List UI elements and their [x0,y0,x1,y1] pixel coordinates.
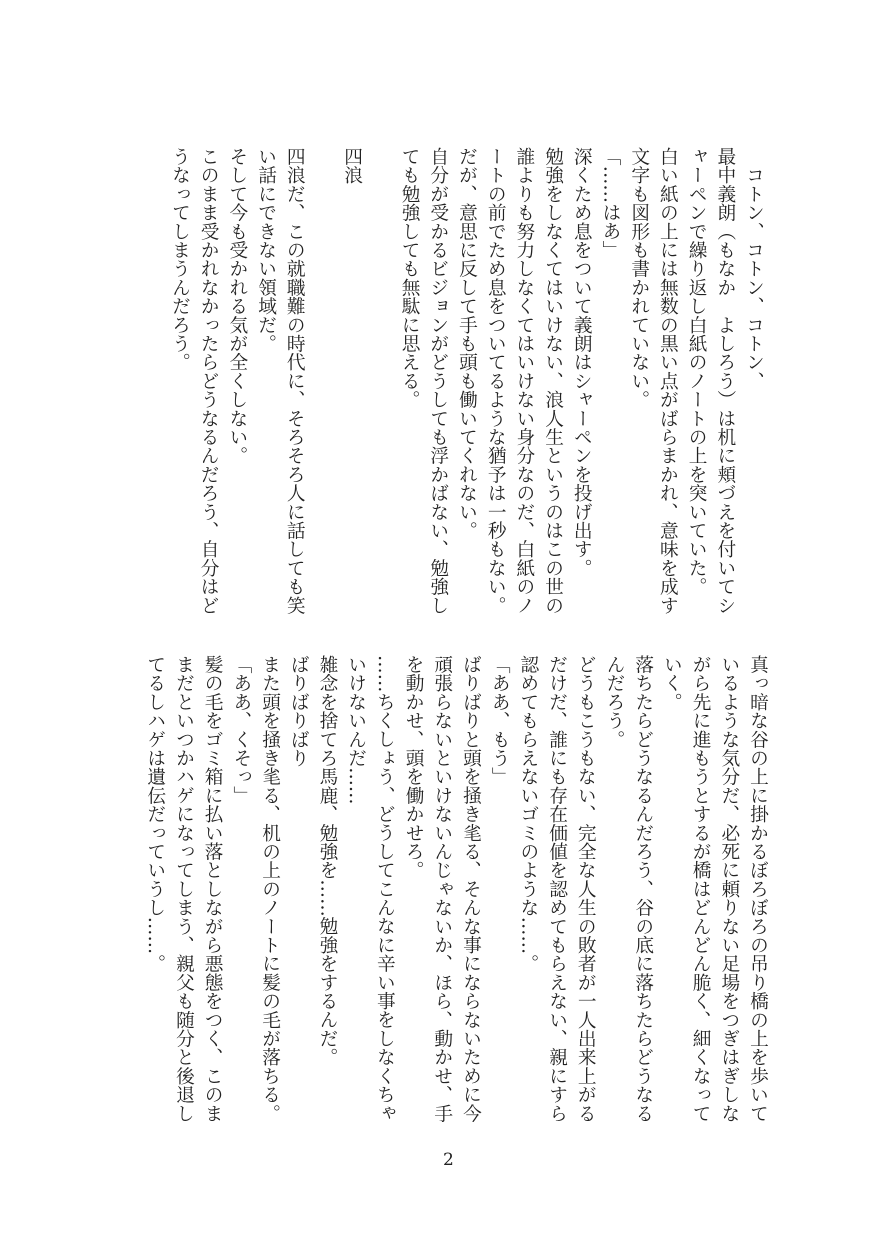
text-line: 深くため息をついて義朗はシャーペンを投げ出す。 [570,147,592,578]
text-line: ばりばりと頭を掻き毟る、そんな事にならないために今 [459,655,481,1123]
text-line: ートの前でため息をついてるような猶予は一秒もない。 [484,147,506,615]
text-line: ても勉強しても無駄に思える。 [398,147,420,409]
text-line: 誰よりも努力しなくてはいけない身分なのだ、白紙のノ [513,147,535,615]
text-line: 白い紙の上には無数の黒い点がばらまかれ、意味を成す [656,147,678,615]
text-block-bottom [140,655,771,1123]
text-line: まだといつかハゲになってしまう、親父も随分と後退し [172,655,194,1123]
text-line: 最中義朗（もなか よしろう）は机に頬づえを付いてシ [714,147,736,615]
text-line: そして今も受かれる気が全くしない。 [226,147,248,465]
text-line: だけだ、誰にも存在価値を認めてもらえない、親にすら [546,655,568,1123]
text-line: また頭を掻き毟る、机の上のノートに髪の毛が落ちる。 [259,655,281,1123]
text-line: コトン、コトン、コトン、 [743,147,764,391]
text-line [365,147,394,607]
text-line: 文字も図形も書かれていない。 [628,147,650,409]
text-line: 「ああ、もう」 [488,655,510,786]
text-line: 雑念を捨てろ馬鹿、勉強を……勉強をするんだ。 [316,655,338,1067]
text-line: ばりばりばり [287,655,309,768]
text-line: 真っ暗な谷の上に掛かるぼろぼろの吊り橋の上を歩いて [747,655,768,1123]
text-line: 勉強をしなくてはいけない、浪人生というのはこの世の [542,147,564,615]
text-line: だが、意思に反して手も頭も働いてくれない。 [455,147,477,540]
page-number: 2 [443,1150,454,1170]
text-line: 「ああ、くそっ」 [230,655,252,805]
text-line: 四浪だ、この就職難の時代に、そろそろ人に話しても笑 [283,147,305,615]
text-line: このまま受かれなかったらどうなるんだろう、自分はど [197,147,219,615]
text-line: がら先に進もうとするが橋はどんどん脆く、細くなって [689,655,711,1123]
text-line: どうもこうもない、完全な人生の敗者が一人出来上がる [574,655,596,1123]
text-line: いく。 [660,655,682,712]
text-line: い話にできない領域だ。 [255,147,277,353]
text-line: 落ちたらどうなるんだろう、谷の底に落ちたらどうなる [632,655,654,1123]
text-line: んだろう。 [603,655,625,749]
text-line: 頑張らないといけないんじゃないか、ほら、動かせ、手 [431,655,453,1123]
text-block-top [164,147,767,615]
text-line: を動かせ、頭を働かせろ。 [402,655,424,880]
text-line: いるような気分だ、必死に頼りない足場をつぎはぎしな [718,655,740,1123]
text-line: 四浪 [341,147,363,185]
text-line: うなってしまうんだろう。 [168,147,190,372]
text-line: 髪の毛をゴミ箱に払い落としながら悪態をつく、このま [201,655,223,1123]
text-line: 「……はあ」 [599,147,621,260]
text-line [308,147,337,607]
text-line: ……ちくしょう、どうしてこんなに辛い事をしなくちゃ [373,655,395,1123]
text-line: ャーペンで繰り返し白紙のノートの上を突いていた。 [685,147,707,596]
text-line: いけないんだ…… [345,655,367,805]
text-line: てるしハゲは遺伝だっていうし……。 [144,655,166,973]
text-line: 自分が受かるビジョンがどうしても浮かばない、勉強し [427,147,449,615]
text-line: 認めてもらえないゴミのような……。 [517,655,539,973]
